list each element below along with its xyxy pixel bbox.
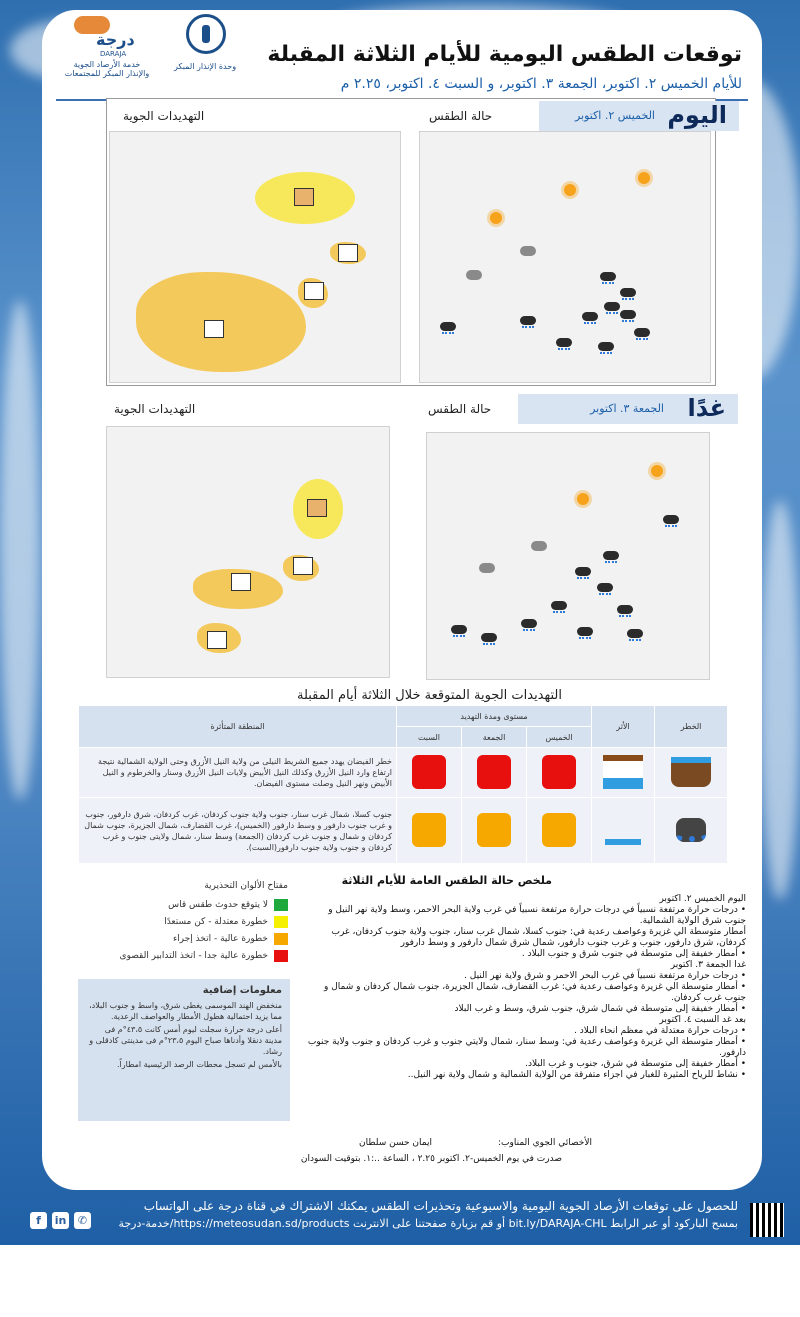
footer-line-2[interactable]: بمسح الباركود أو عبر الرابط bit.ly/DARAJA-CHL أو قم بزيارة صفحتنا على الانترنت https://meteosudan.sd/products/خدمة-درجة — [118, 1217, 738, 1230]
sat-level — [397, 748, 462, 798]
today-panel — [106, 98, 727, 386]
level-square — [542, 813, 576, 847]
summary-line: اليوم الخميس ٢. اكتوبر — [659, 894, 746, 904]
extra-info-item: أعلى درجة حرارة سجلت ليوم أمس كانت ٤٣،٥°م فى مدينة دنقلا وأدناها صباح اليوم ٢٣،٥°م فى مدينتى كادقلى و رشاد. — [89, 1025, 282, 1056]
table-row — [79, 798, 728, 864]
issue-time: صدرت في يوم الخميس-٢. اكتوبر ٢.٢٥ ، الساعة ..:١. بتوقيت السودان — [300, 1154, 562, 1164]
summary-title: ملخص حالة الطقس العامة للأيام الثلاثة — [341, 874, 552, 887]
tomorrow-label: غدًا — [687, 394, 726, 422]
summary-line: • نشاط للرياح المثيرة للغبار في اجزاء متفرقة من الولاية الشمالية و شمال ولاية نهر النيل.. — [306, 1070, 746, 1081]
torch-icon — [202, 25, 210, 43]
today-weather-map — [419, 131, 711, 383]
storm-icon — [663, 515, 679, 527]
legend-label: خطورة عالية جدا - اتخذ التدابير القصوى — [119, 951, 268, 961]
today-weather-label: حالة الطقس — [429, 109, 493, 123]
table-row — [79, 748, 728, 798]
area-header: المنطقة المتأثرة — [79, 706, 397, 748]
storm-icon — [620, 288, 636, 300]
summary-line: • أمطار متوسطة الي غزيرة وعواصف رعدية في: غرب القضارف، شمال الجزيرة، جنوب شمال كردفان و شمال و جنوب غرب كردفان. — [306, 982, 746, 1004]
rain-hazard-icon — [204, 320, 224, 338]
level-square — [542, 755, 576, 789]
storm-icon — [600, 272, 616, 284]
daraja-tagline: خدمة الأرصاد الجوية والإنذار المبكر للمجتمعات — [64, 60, 150, 78]
logo-name: درجة — [96, 30, 135, 49]
storm-icon — [603, 551, 619, 563]
legend-swatch — [274, 950, 288, 962]
storm-icon — [481, 633, 497, 645]
legend-item — [78, 950, 288, 962]
summary-line: بعد غد السبت ٤. اكتوبر — [659, 1015, 746, 1025]
storm-icon — [520, 316, 536, 328]
sat-level — [397, 798, 462, 864]
daraja-logo — [74, 16, 136, 60]
rain-hazard-icon — [304, 282, 324, 300]
rain-hazard-icon — [207, 631, 227, 649]
storm-icon — [577, 627, 593, 639]
today-threats-label: التهديدات الجوية — [123, 109, 205, 123]
legend-title: مفتاح الألوان التحذيرية — [204, 881, 288, 891]
summary-line: أمطار متوسطة الي غزيرة وعواصف رعدية في: جنوب كسلا، شمال غرب سنار، جنوب ولاية جنوب كردفان، غرب كردفان، شرق دارفور، جنوب و غرب جنوب دارفور، شمال شرق شمال دارفور و وسط دارفور — [331, 927, 746, 948]
cloudy-icon — [466, 270, 482, 280]
summary-line: • درجات حرارة معتدلة في معظم انحاء البلاد . — [306, 1026, 746, 1037]
sat-header: السبت — [397, 727, 462, 748]
storm-icon — [582, 312, 598, 324]
storm-icon — [551, 601, 567, 613]
thu-header: الخميس — [527, 727, 592, 748]
thu-level — [527, 748, 592, 798]
legend-label: لا يتوقع حدوث طقس قاس — [168, 900, 268, 910]
thunderstorm-hazard-icon — [655, 798, 728, 864]
summary-line: غدا الجمعة ٣. اكتوبر — [670, 960, 746, 970]
cloud-decoration — [0, 300, 40, 800]
extra-info-box — [78, 979, 290, 1121]
level-square — [412, 755, 446, 789]
sun-icon — [577, 493, 589, 505]
legend-swatch — [274, 899, 288, 911]
page-title: توقعات الطقس اليومية للأيام الثلاثة المقبلة — [267, 42, 742, 67]
affected-area: جنوب كسلا، شمال غرب سنار، جنوب ولاية جنوب كردفان، غرب كردفان، شرق دارفور، جنوب و غرب جنوب دارفور و وسط دارفور (الخميس)، غرب القضارف، شمال الجزيرة، جنوب شمال كردفان و شمال و جنوب غرب كردفان (الجمعة) وسط سنار، شمال ولايتى جنوب و غرب كردفان و جنوب ولاية جنوب دارفور(السبت). — [79, 798, 397, 864]
storm-icon — [604, 302, 620, 314]
storm-icon — [556, 338, 572, 350]
level-square — [477, 813, 511, 847]
affected-area: خطر الفيضان يهدد جميع الشريط النيلى من ولاية النيل الأزرق وحتى الولاية الشمالية نتيجة ارتفاع وارد النيل الأزرق وكذلك النيل الأبيض ولايات النيل الأزرق وسنار والخرطوم و النيل الأبيض ونهر النيل وصلت مستوى الفيضان. — [79, 748, 397, 798]
sun-icon — [564, 184, 576, 196]
summary-line: • أمطار خفيفة إلى متوسطة في جنوب شرق و جنوب البلاد . — [306, 949, 746, 960]
today-date: الخميس ٢. اكتوبر — [574, 109, 655, 122]
page-subtitle — [341, 76, 742, 92]
linkedin-icon[interactable]: in — [52, 1212, 69, 1229]
heat-hazard-icon — [294, 188, 314, 206]
footer — [0, 1195, 800, 1245]
qr-code-icon[interactable] — [750, 1203, 784, 1237]
tomorrow-panel — [106, 392, 726, 678]
summary-body — [306, 894, 746, 1081]
extra-info-item: بالأمس لم تسجل محطات الرصد الرئيسية امطاراً. — [116, 1060, 282, 1069]
fri-header: الجمعة — [462, 727, 527, 748]
summary-line: • درجات حرارة مرتفعة نسبياً في درجات حرارة مرتفعة نسبياً في غرب ولاية البحر الاحمر، وسط ولاية نهر النيل و جنوب شرق الولاية الشمالية. — [306, 905, 746, 927]
storm-icon — [627, 629, 643, 641]
today-day-box — [539, 101, 739, 131]
risk-table — [78, 705, 728, 864]
heat-hazard-icon — [307, 499, 327, 517]
rain-hazard-icon — [293, 557, 313, 575]
storm-icon — [597, 583, 613, 595]
cloudy-icon — [479, 563, 495, 573]
summary-line: • درجات حرارة مرتفعة نسبياً في غرب البحر الاحمر و شرق ولاية نهر النيل . — [306, 971, 746, 982]
rain-hazard-icon — [338, 244, 358, 262]
rain-hazard-icon — [231, 573, 251, 591]
thu-level — [527, 798, 592, 864]
cloudy-icon — [531, 541, 547, 551]
flood-hazard-icon — [655, 748, 728, 798]
storm-icon — [634, 328, 650, 340]
forecaster-role: الأخصائي الجوي المناوب: — [498, 1138, 592, 1148]
color-legend — [78, 881, 288, 967]
level-square — [412, 813, 446, 847]
storm-icon — [598, 342, 614, 354]
storm-icon — [620, 310, 636, 322]
storm-icon — [617, 605, 633, 617]
subtitle-prefix: للأيام — [712, 76, 742, 92]
storm-icon — [440, 322, 456, 334]
legend-swatch — [274, 916, 288, 928]
summary-line: • أمطار خفيفة إلى متوسطة في شرق، جنوب و غرب البلاد. — [306, 1059, 746, 1070]
risk-table-title: التهديدات الجوية المتوقعة خلال الثلاثة أيام المقبلة — [296, 688, 562, 703]
report-card — [42, 10, 762, 1190]
legend-item — [78, 916, 288, 928]
whatsapp-icon[interactable]: ✆ — [74, 1212, 91, 1229]
level-header: مستوى ومدة التهديد — [397, 706, 592, 727]
sun-icon — [638, 172, 650, 184]
tomorrow-day-box — [518, 394, 738, 424]
summary-line: • أمطار خفيفة إلى متوسطة في شمال شرق، جنوب شرق، وسط و غرب البلاد — [306, 1004, 746, 1015]
fri-level — [462, 798, 527, 864]
risk-table-header-row — [79, 706, 728, 727]
tomorrow-threats-map — [106, 426, 390, 678]
legend-swatch — [274, 933, 288, 945]
legend-label: خطورة معتدلة - كن مستعدًا — [164, 917, 268, 927]
storm-icon — [521, 619, 537, 631]
footer-line-1: للحصول على توقعات الأرصاد الجوية اليومية والاسبوعية وتحذيرات الطقس يمكنك الاشتراك في قناة درجة على الواتساب — [143, 1199, 738, 1213]
cloud-decoration — [760, 500, 800, 900]
impact-header: الأثر — [592, 706, 655, 748]
summary-line: • أمطار متوسطة الي غزيرة وعواصف رعدية في: وسط سنار، شمال ولايتي جنوب و غرب كردفان و جنوب ولاية جنوب دارفور. — [306, 1037, 746, 1059]
sun-icon — [651, 465, 663, 477]
fri-level — [462, 748, 527, 798]
hazard-header: الخطر — [655, 706, 728, 748]
forecaster-name: ايمان حسن سلطان — [359, 1138, 432, 1148]
cloudy-icon — [520, 246, 536, 256]
today-label: اليوم — [667, 101, 727, 129]
extra-info-title: معلومات إضافية — [202, 985, 282, 996]
tomorrow-date: الجمعة ٣. اكتوبر — [590, 402, 664, 415]
facebook-icon[interactable]: f — [30, 1212, 47, 1229]
legend-label: خطورة عالية - اتخذ إجراء — [172, 934, 268, 944]
extra-info-item: منخفض الهند الموسمى يغطى شرق، واسط و جنوب البلاد، مما يزيد احتمالية هطول الأمطار والعواصف الرعدية. — [89, 1001, 282, 1021]
tomorrow-weather-label: حالة الطقس — [428, 402, 492, 416]
logo-sub: DARAJA — [100, 50, 127, 58]
storm-icon — [575, 567, 591, 579]
drowning-impact-icon — [592, 798, 655, 864]
early-warning-logo — [186, 14, 226, 54]
today-threats-map — [109, 131, 401, 383]
logos — [62, 10, 272, 90]
tomorrow-threats-label: التهديدات الجوية — [114, 402, 196, 416]
sun-icon — [490, 212, 502, 224]
legend-item — [78, 899, 288, 911]
level-square — [477, 755, 511, 789]
bridge-impact-icon — [592, 748, 655, 798]
tomorrow-weather-map — [426, 432, 710, 680]
early-warning-tagline: وحدة الإنذار المبكر — [173, 62, 237, 71]
storm-icon — [451, 625, 467, 637]
subtitle-days: الخميس ٢. اكتوبر، الجمعة ٣. اكتوبر، و السبت ٤. اكتوبر، ٢.٢٥ م — [340, 76, 709, 92]
legend-item — [78, 933, 288, 945]
